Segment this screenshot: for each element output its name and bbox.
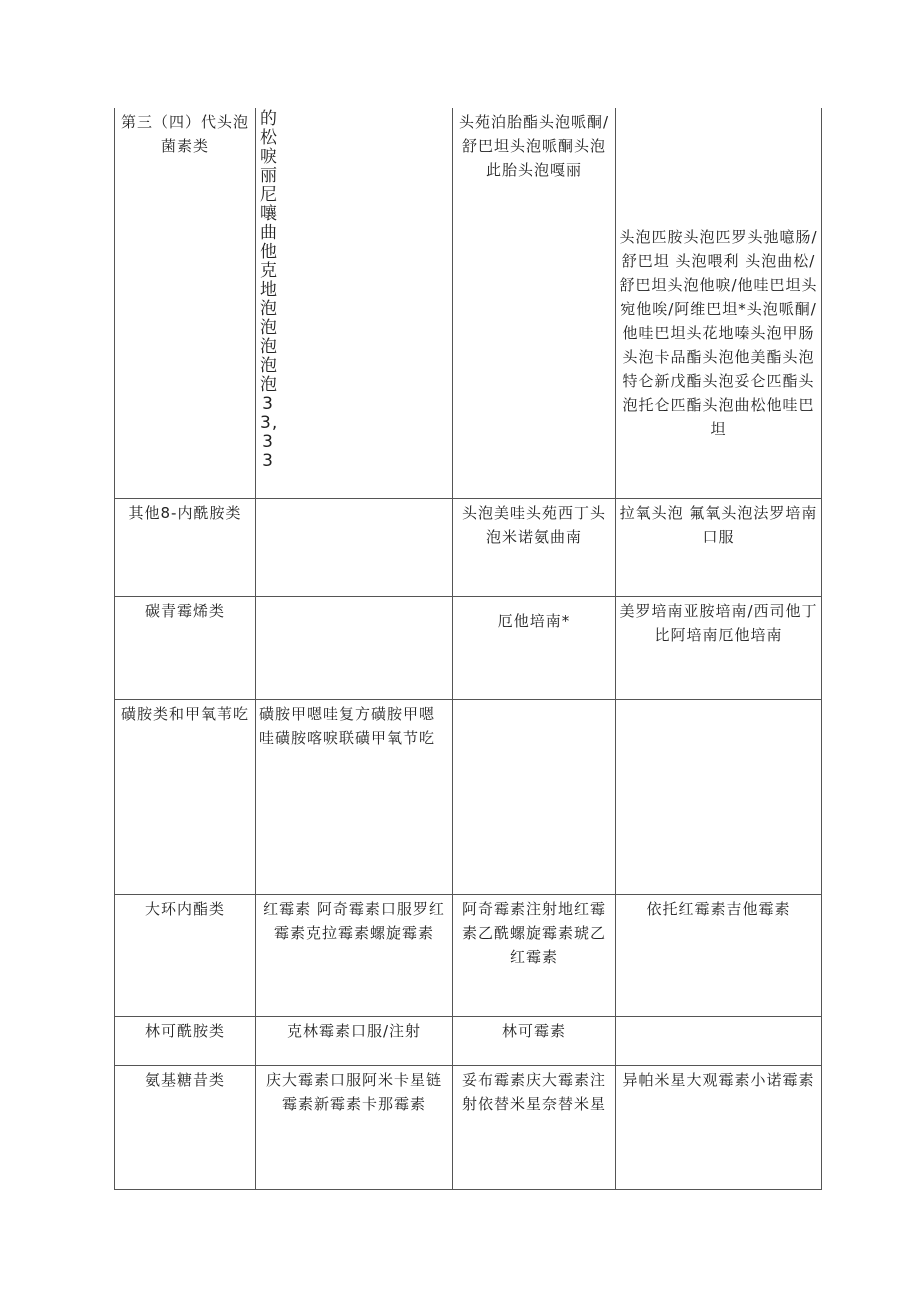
table-cell: 异帕米星大观霉素小诺霉素 bbox=[616, 1065, 822, 1189]
category-cell: 磺胺类和甲氧苇吃 bbox=[115, 699, 256, 894]
table-cell: 厄他培南* bbox=[453, 596, 616, 699]
table-row bbox=[115, 108, 822, 498]
table-cell: 红霉素 阿奇霉素口服罗红霉素克拉霉素螺旋霉素 bbox=[256, 894, 453, 1016]
category-cell: 其他8-内酰胺类 bbox=[115, 498, 256, 596]
table-cell: 头泡美哇头苑西丁头泡米诺氨曲南 bbox=[453, 498, 616, 596]
table-cell: 阿奇霉素注射地红霉素乙酰螺旋霉素琥乙红霉素 bbox=[453, 894, 616, 1016]
table-cell: 依托红霉素吉他霉素 bbox=[616, 894, 822, 1016]
category-cell: 第三（四）代头泡菌素类 bbox=[115, 108, 256, 498]
table-cell: 头泡匹胺头泡匹罗头弛噫肠/舒巴坦 头泡喂利 头泡曲松/舒巴坦头泡他唳/他哇巴坦头宛他唉/阿维巴坦*头泡哌酮/他哇巴坦头花地嗪头泡甲肠头泡卡品酯头泡他美酯头泡特仑新戊酯头泡妥仑匹酯头泡托仑匹酯头泡曲松他哇巴坦 bbox=[616, 108, 822, 498]
category-cell: 碳青霉烯类 bbox=[115, 596, 256, 699]
table-row bbox=[115, 1065, 822, 1189]
table-cell: 磺胺甲嗯哇复方磺胺甲嗯哇磺胺喀唳联磺甲氧节吃 bbox=[256, 699, 453, 894]
table-cell: 头苑泊胎酯头泡哌酮/舒巴坦头泡哌酮头泡此胎头泡嘎丽 bbox=[453, 108, 616, 498]
table-cell: 庆大霉素口服阿米卡星链霉素新霉素卡那霉素 bbox=[256, 1065, 453, 1189]
vertical-text-cell: 的松唳丽尼嚷曲他克地泡泡泡泡泡33,33 bbox=[256, 108, 453, 498]
table-cell bbox=[616, 1016, 822, 1065]
category-cell: 林可酰胺类 bbox=[115, 1016, 256, 1065]
table-cell: 美罗培南亚胺培南/西司他丁比阿培南厄他培南 bbox=[616, 596, 822, 699]
category-cell: 氨基糖昔类 bbox=[115, 1065, 256, 1189]
table-cell bbox=[453, 699, 616, 894]
table-row bbox=[115, 596, 822, 699]
table-cell: 林可霉素 bbox=[453, 1016, 616, 1065]
antibiotic-classification-table bbox=[114, 108, 822, 1190]
table-cell: 克林霉素口服/注射 bbox=[256, 1016, 453, 1065]
table-cell: 拉氧头泡 氟氧头泡法罗培南口服 bbox=[616, 498, 822, 596]
table-row bbox=[115, 894, 822, 1016]
table-row bbox=[115, 498, 822, 596]
category-cell: 大环内酯类 bbox=[115, 894, 256, 1016]
table-cell bbox=[616, 699, 822, 894]
table-row bbox=[115, 1016, 822, 1065]
table-cell: 妥布霉素庆大霉素注射依替米星奈替米星 bbox=[453, 1065, 616, 1189]
table-cell bbox=[256, 596, 453, 699]
table-row bbox=[115, 699, 822, 894]
table-cell bbox=[256, 498, 453, 596]
